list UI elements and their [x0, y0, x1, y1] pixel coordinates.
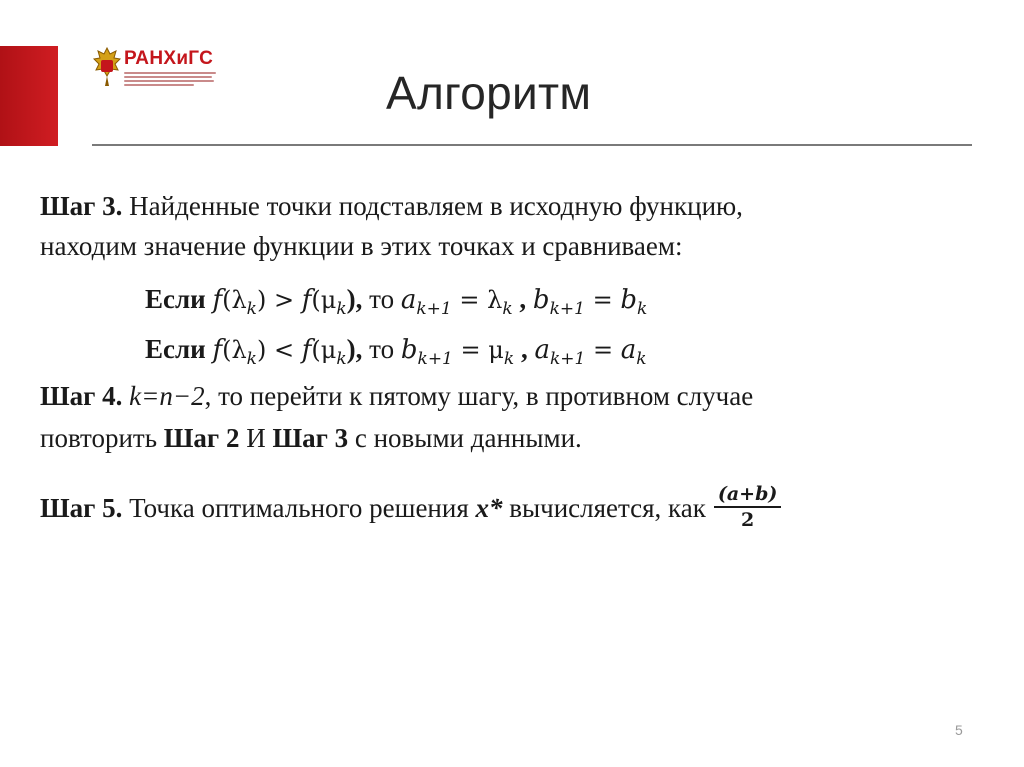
step4-step3-ref: Шаг 3: [272, 423, 349, 453]
cond2-lhs1: b: [400, 335, 418, 365]
cond2-lp1: (: [222, 336, 232, 364]
cond1-lhs1-sub: k+1: [416, 299, 452, 319]
step5-text-b: вычисляется, как: [502, 493, 706, 524]
step3-line1: [40, 190, 743, 222]
cond1-lhs2: b: [532, 285, 550, 315]
cond1-rp2: ),: [346, 284, 363, 314]
step5-line: [40, 483, 781, 536]
cond1-lhs1: a: [400, 285, 417, 315]
cond2-operator: <: [266, 336, 302, 364]
cond1-separator: ,: [512, 284, 533, 314]
cond2-lhs2: a: [534, 335, 550, 365]
slide-title: Алгоритм: [386, 67, 592, 119]
cond2-rhs1: μ: [488, 336, 504, 364]
cond2-arg1: λ: [231, 336, 247, 364]
fraction-denominator: 2: [741, 509, 755, 531]
cond2-f2: f: [301, 335, 312, 365]
logo-wordmark: РАНХиГС: [124, 48, 214, 69]
cond1-rhs1-sub: k: [502, 299, 513, 319]
ranepa-logo: [92, 44, 222, 94]
condition-1: [145, 283, 647, 325]
cond1-rhs2: b: [620, 285, 637, 315]
cond2-separator: ,: [514, 334, 535, 364]
cond2-if: Если: [145, 334, 213, 364]
fraction-numerator: (a+b): [714, 482, 782, 508]
eagle-emblem-icon: [92, 46, 122, 88]
step4-line1: [40, 380, 753, 412]
step4-step2-ref: Шаг 2: [163, 423, 240, 453]
page-number: 5: [955, 722, 963, 738]
cond1-eq1: =: [451, 286, 488, 314]
cond2-sub1: k: [246, 349, 257, 369]
cond1-arg2: μ: [320, 286, 337, 314]
title-divider: [92, 144, 972, 146]
cond1-rhs2-sub: k: [636, 299, 648, 319]
cond1-sub2: k: [336, 299, 347, 319]
cond1-operator: >: [266, 286, 302, 314]
cond1-lp2: (: [311, 286, 321, 314]
cond2-rhs2-sub: k: [636, 349, 647, 369]
step4-label: Шаг 4.: [40, 381, 123, 411]
step3-text-line1: Найденные точки подставляем в исходную функцию,: [122, 191, 743, 221]
cond1-arg1: λ: [231, 286, 247, 314]
step4-and: И: [239, 423, 273, 453]
condition-2: [145, 333, 647, 375]
cond1-lp1: (: [222, 286, 232, 314]
cond1-then: то: [362, 284, 401, 314]
step4-line2: [40, 422, 582, 454]
cond2-rp2: ),: [346, 334, 363, 364]
cond2-arg2: μ: [320, 336, 337, 364]
cond2-eq2: =: [585, 336, 621, 364]
step5-label: Шаг 5.: [40, 493, 123, 524]
step5-variable: x*: [475, 493, 503, 524]
cond2-lhs2-sub: k+1: [549, 349, 586, 369]
cond2-rhs1-sub: k: [503, 349, 515, 369]
cond2-lp2: (: [311, 336, 321, 364]
step3-line2: [40, 230, 682, 262]
cond1-if: Если: [145, 284, 213, 314]
cond2-sub2: k: [336, 349, 347, 369]
cond2-lhs1-sub: k+1: [417, 349, 453, 369]
cond1-sub1: k: [246, 299, 257, 319]
step5-fraction: [714, 482, 782, 532]
cond1-f1: f: [212, 285, 223, 315]
cond1-rhs1: λ: [487, 286, 503, 314]
cond1-f2: f: [301, 285, 312, 315]
cond2-then: то: [362, 334, 401, 364]
cond1-eq2: =: [584, 286, 621, 314]
cond2-rp1: ): [256, 336, 267, 364]
step4-text-a: повторить: [40, 423, 164, 453]
cond2-rhs2: a: [620, 335, 637, 365]
red-accent-bar: [0, 46, 58, 146]
step4-text-line1: , то перейти к пятому шагу, в противном случае: [204, 381, 754, 411]
cond2-eq1: =: [452, 336, 489, 364]
step4-formula: k=n−2: [122, 381, 205, 411]
step5-text-a: Точка оптимального решения: [122, 493, 476, 524]
step3-label: Шаг 3.: [40, 191, 123, 221]
logo-subtitle-lines: [124, 72, 216, 88]
cond2-f1: f: [212, 335, 223, 365]
cond1-lhs2-sub: k+1: [549, 299, 585, 319]
step4-text-b: с новыми данными.: [348, 423, 582, 453]
step3-text-line2: находим значение функции в этих точках и сравниваем:: [40, 231, 683, 261]
cond1-rp1: ): [256, 286, 267, 314]
